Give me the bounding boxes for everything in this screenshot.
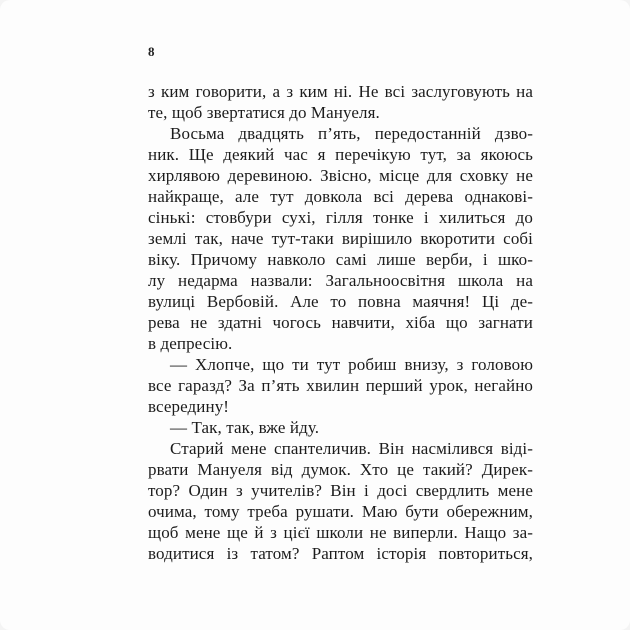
text-line: ник. Ще деякий час я перечікую тут, за якоюсь [148,145,533,164]
text-line: — Так, так, вже йду. [170,418,320,437]
text-line: щоб мене ще й з цієї школи не виперли. Нащо за- [148,523,533,542]
text-line: Старий мене спантеличив. Він насмілився віді- [170,439,533,458]
text-line: найкраще, але тут довкола всі дерева однакові- [148,187,533,206]
text-line: з ким говорити, а з ким ні. Не всі заслуговують на [148,82,533,101]
text-line: землі так, наче тут-таки вирішило вкоротити собі [148,229,533,248]
text-line: в депресію. [148,334,233,353]
text-line: віку. Причому навколо самі лише верби, і шко- [148,250,533,269]
page-number: 8 [148,44,155,59]
text-line: водитися із татом? Раптом історія повториться, [148,544,533,563]
text-line: тор? Один з учителів? Він і досі свердлить мене [148,481,533,500]
text-line: вулиці Вербовій. Але то повна маячня! Ці де- [148,292,533,311]
text-line: те, щоб звертатися до Мануеля. [148,103,380,122]
text-line: лу недарма назвали: Загальноосвітня школа на [148,271,533,290]
text-line: рвати Мануеля від думок. Хто це такий? Дирек- [148,460,533,479]
text-line: рева не здатні чогось навчити, хіба що загнати [148,313,533,332]
text-line: очима, тому треба рушати. Маю бути обережним, [148,502,533,521]
text-line: — Хлопче, що ти тут робиш внизу, з головою [170,355,533,374]
text-line: все гаразд? За п’ять хвилин перший урок, негайно [148,376,533,395]
text-line: хирлявою деревиною. Звісно, місце для сховку не [148,166,533,185]
text-line: сінькі: стовбури сухі, гілля тонке і хилиться до [148,208,533,227]
text-block [148,81,533,564]
text-line: Восьма двадцять п’ять, передостанній дзво- [170,124,533,143]
text-line: всередину! [148,397,230,416]
